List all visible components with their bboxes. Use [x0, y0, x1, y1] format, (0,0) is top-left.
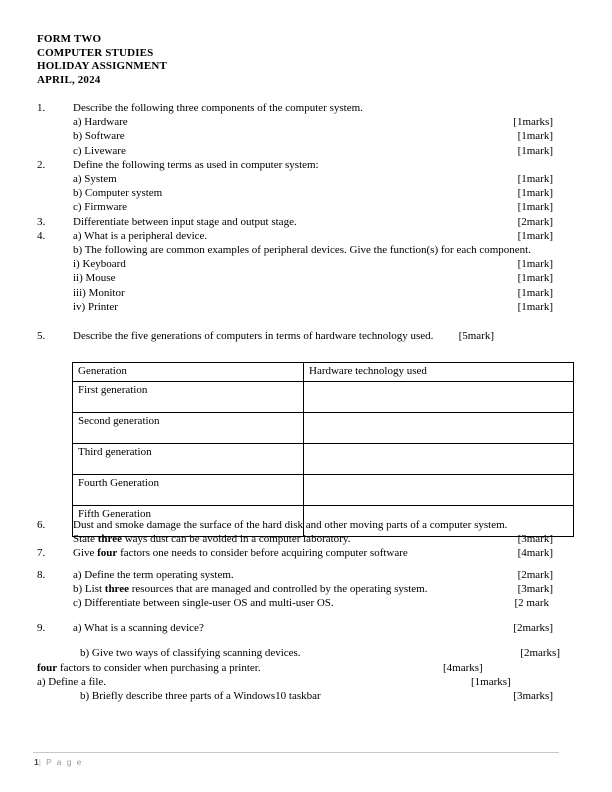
question-1a-text: a) Hardware — [73, 116, 128, 129]
question-4a — [73, 229, 553, 243]
trailing-printer-line — [37, 661, 553, 675]
footer-divider — [33, 752, 559, 753]
question-1-stem: Describe the following three components of the computer system. — [73, 102, 363, 114]
question-1b-text: b) Software — [73, 130, 125, 143]
question-8-number: 8. — [37, 568, 46, 581]
question-4a-marks: [1mark] — [517, 229, 553, 242]
question-1c-marks: [1mark] — [517, 144, 553, 157]
header-line-assignment: HOLIDAY ASSIGNMENT — [37, 60, 167, 73]
question-9a — [73, 621, 553, 635]
question-6-text-2-post: ways dust can be avoided in a computer laboratory. — [121, 533, 351, 546]
question-4b-iii-text: iii) Monitor — [73, 286, 125, 299]
question-5 — [37, 329, 553, 343]
question-5-marks: [5mark] — [458, 330, 494, 343]
question-1a-marks: [1marks] — [513, 116, 553, 129]
question-3-row — [73, 215, 553, 229]
table-row — [73, 413, 574, 444]
question-8 — [37, 568, 553, 611]
question-9b — [80, 646, 560, 660]
trailing-file-line — [37, 675, 553, 689]
question-1a — [73, 115, 553, 129]
header-line-subject: COMPUTER STUDIES — [37, 46, 154, 59]
question-4b-iii — [73, 286, 553, 300]
question-3-number: 3. — [37, 215, 46, 228]
question-list-lower — [37, 518, 560, 703]
question-8b-text-post: resources that are managed and controlled by the operating system. — [129, 582, 428, 595]
question-1c-text: c) Liveware — [73, 144, 126, 157]
question-8a-text: a) Define the term operating system. — [73, 568, 234, 581]
question-7-emphasis: four — [97, 547, 118, 560]
question-2a-marks: [1mark] — [517, 173, 553, 186]
question-9 — [37, 621, 560, 660]
question-8a — [73, 568, 553, 582]
question-4b-text: b) The following are common examples of peripheral devices. Give the function(s) for each component. — [73, 244, 531, 257]
question-4b-i-text: i) Keyboard — [73, 258, 126, 271]
table-row — [73, 475, 574, 506]
footer-page-word: P a g e — [46, 757, 83, 767]
question-2c-text: c) Firmware — [73, 201, 128, 214]
question-4a-text: a) What is a peripheral device. — [73, 229, 208, 242]
question-6 — [37, 518, 553, 546]
question-4b-i — [73, 257, 553, 271]
question-1b — [73, 129, 553, 143]
question-7-row — [73, 546, 553, 560]
footer-page-number: 1 — [34, 757, 39, 767]
question-2b-text: b) Computer system — [73, 187, 163, 200]
question-4b-iv — [73, 300, 553, 314]
question-3-marks: [2mark] — [517, 215, 553, 228]
question-8b — [73, 582, 553, 596]
table-cell-generation-5: Fifth Generation — [73, 506, 304, 537]
question-8c-marks: [2 mark — [514, 597, 549, 610]
trailing-printer-marks: [4marks] — [443, 661, 483, 674]
question-8c — [73, 596, 553, 610]
table-cell-hardware-3[interactable] — [304, 444, 574, 475]
question-8c-text: c) Differentiate between single-user OS and multi-user OS. — [73, 597, 334, 610]
trailing-taskbar-line — [37, 689, 553, 703]
question-4 — [37, 229, 553, 314]
generations-table — [72, 362, 574, 537]
trailing-printer-emphasis: four — [37, 661, 58, 674]
question-5-stem: Describe the five generations of computers in terms of hardware technology used. — [73, 330, 434, 343]
question-8b-emphasis: three — [104, 582, 130, 595]
table-header-hardware: Hardware technology used — [304, 363, 574, 382]
table-row — [73, 444, 574, 475]
question-2 — [37, 158, 553, 215]
question-4b-iii-marks: [1mark] — [517, 286, 553, 299]
spacer-q9a-q9b — [73, 635, 553, 646]
question-2a-text: a) System — [73, 173, 117, 186]
question-1-number: 1. — [37, 102, 46, 114]
question-6-marks: [3mark] — [517, 533, 553, 546]
trailing-file-text: a) Define a file. — [37, 675, 107, 688]
question-1c — [73, 144, 553, 158]
question-6-text-1: Dust and smoke damage the surface of the hard disk and other moving parts of a computer system. — [73, 519, 508, 531]
question-7-marks: [4mark] — [517, 547, 553, 560]
question-2c-marks: [1mark] — [517, 201, 553, 214]
question-6-line-1 — [73, 518, 553, 532]
question-9b-text: b) Give two ways of classifying scanning devices. — [80, 647, 301, 660]
question-6-emphasis: three — [97, 533, 122, 546]
question-9-number: 9. — [37, 622, 46, 635]
question-4b-iv-marks: [1mark] — [517, 300, 553, 313]
trailing-taskbar-marks: [3marks] — [513, 690, 553, 703]
question-2a — [73, 172, 553, 186]
question-3-stem: Differentiate between input stage and output stage. — [73, 215, 297, 228]
table-cell-hardware-4[interactable] — [304, 475, 574, 506]
question-8b-marks: [3mark] — [517, 582, 553, 595]
spacer-before-q9 — [37, 610, 553, 621]
question-3 — [37, 215, 553, 229]
question-7-text-post: factors one needs to consider before acquiring computer software — [117, 547, 408, 560]
table-cell-generation-3: Third generation — [73, 444, 304, 475]
table-cell-generation-4: Fourth Generation — [73, 475, 304, 506]
question-2b-marks: [1mark] — [517, 187, 553, 200]
question-7-text-pre: Give — [73, 547, 98, 560]
spacer-before-q5 — [37, 314, 553, 329]
trailing-printer-text: factors to consider when purchasing a printer. — [57, 661, 261, 674]
footer-separator: | — [38, 757, 43, 767]
question-4b-ii-marks: [1mark] — [517, 272, 553, 285]
document-header — [37, 33, 167, 87]
question-1-stem-row — [73, 101, 553, 115]
table-cell-hardware-2[interactable] — [304, 413, 574, 444]
page-footer — [34, 757, 83, 767]
question-2b — [73, 186, 553, 200]
table-cell-generation-1: First generation — [73, 382, 304, 413]
question-7-number: 7. — [37, 547, 46, 560]
question-8a-marks: [2mark] — [517, 568, 553, 581]
question-2-number: 2. — [37, 158, 46, 171]
table-header-generation: Generation — [73, 363, 304, 382]
table-cell-hardware-1[interactable] — [304, 382, 574, 413]
question-4b-i-marks: [1mark] — [517, 258, 553, 271]
header-line-date: APRIL, 2024 — [37, 73, 101, 86]
question-5-row — [73, 329, 553, 343]
question-2-stem-row — [73, 158, 553, 172]
question-6-line-2 — [73, 532, 553, 546]
question-4b-ii — [73, 271, 553, 285]
question-9a-marks: [2marks] — [513, 622, 553, 635]
question-1 — [37, 101, 553, 158]
question-4-number: 4. — [37, 229, 46, 242]
question-1b-marks: [1mark] — [517, 130, 553, 143]
table-header-row — [73, 363, 574, 382]
trailing-taskbar-text: b) Briefly describe three parts of a Windows10 taskbar — [80, 690, 321, 703]
question-9b-marks: [2marks] — [520, 647, 560, 660]
question-6-text-2-pre: State — [73, 533, 98, 546]
trailing-file-marks: [1marks] — [471, 675, 511, 688]
question-5-number: 5. — [37, 330, 46, 343]
question-7 — [37, 546, 553, 560]
question-9a-text: a) What is a scanning device? — [73, 622, 204, 635]
table-cell-generation-2: Second generation — [73, 413, 304, 444]
question-4b — [73, 243, 553, 257]
table-row — [73, 382, 574, 413]
spacer-before-q8 — [37, 561, 553, 568]
question-2-stem: Define the following terms as used in computer system: — [73, 158, 319, 171]
question-6-number: 6. — [37, 519, 46, 531]
question-list — [37, 101, 553, 343]
header-line-form: FORM TWO — [37, 33, 102, 45]
question-4b-ii-text: ii) Mouse — [73, 272, 116, 285]
question-2c — [73, 200, 553, 214]
question-8b-text-pre: b) List — [73, 582, 105, 595]
question-4b-iv-text: iv) Printer — [73, 300, 118, 313]
